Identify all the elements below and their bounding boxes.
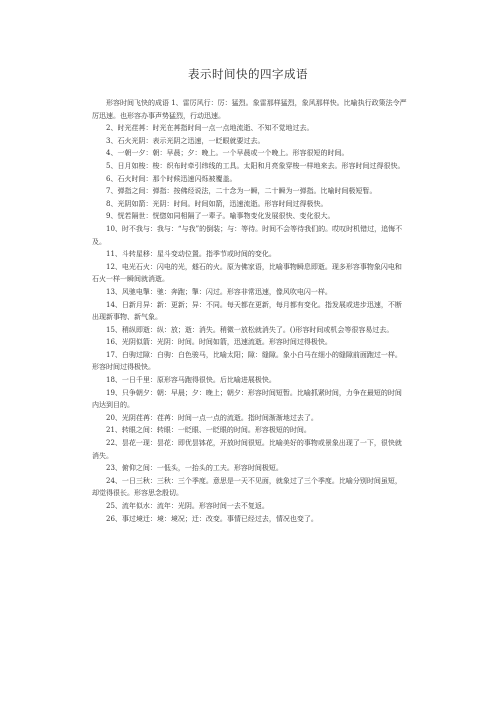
paragraph: 7、弹指之间：弹指：按佛经说法，二十念为一瞬，二十瞬为一弹指。比喻时间极短暂。 (106, 187, 377, 196)
paragraph: 23、俯仰之间：一低头，一抬头的工夫。形容时间极短。 (106, 464, 283, 473)
paragraph: 15、稍纵即逝：纵：放；逝：消失。稍微一放松就消失了。()形容时间或机会等很容易过去。 (106, 325, 394, 334)
paragraph: 3、石火光阴：表示光阴之迅速，一眨眼就要过去。 (106, 136, 265, 145)
paragraph: 10、时不我与：我与：“与我”的倒装；与：等待。时间不会等待我们的。哎叹时机错过，追悔不及。 (92, 224, 403, 246)
paragraph: 12、电光石火：闪电的光，燧石的火。原为佛家语，比喻事物瞬息即逝。现多形容事物象闪电和石火一样一瞬间就消逝。 (92, 262, 402, 284)
paragraph: 21、转眼之间：转眼：一眨眼、一眨眼的时间。形容极短的时间。 (106, 426, 311, 435)
paragraph: 5、日月如梭：梭：织布时牵引纬线的工具。太阳和月亮象穿梭一样地来去。形容时间过得很快。 (106, 161, 405, 170)
document-title: 表示时间快的四字成语 (188, 67, 308, 81)
paragraph: 25、流年似水：流年：光阴。形容时间一去不复返。 (106, 502, 269, 510)
paragraph: 4、一朝一夕：朝：早晨；夕：晚上。一个早晨或一个晚上。形容很短的时间。 (106, 149, 349, 158)
paragraph: 19、只争朝夕：朝：早晨；夕：晚上；朝夕：形容时间短暂。比喻抓紧时间，力争在最短的时间内达到目的。 (92, 388, 402, 410)
paragraph: 26、事过境迁：境：境况；迁：改变。事情已经过去，情况也变了。 (106, 514, 318, 523)
paragraph: 6、石火时间：那个时候迅速闪烁被覆盖。 (106, 174, 237, 183)
paragraph: 13、风驰电掣：驰：奔跑；掣：闪过。形容非常迅速，像风吹电闪一样。 (106, 287, 332, 296)
paragraph: 22、昙花一现：昙花：即优昙钵花，开放时间很短。比喻美好的事物或景象出现了一下，很快就消失。 (92, 439, 402, 460)
paragraph: 18、一日千里：原形容马跑得很快。后比喻进展极快。 (106, 376, 276, 385)
document-body (92, 97, 408, 525)
paragraph: 11、斗转星移：星斗变动位置。指季节或时间的变化。 (106, 250, 276, 259)
paragraph: 9、恍若隔世：恍惚如同相隔了一辈子。喻事物变化发展很快、变化很大。 (106, 212, 335, 221)
paragraph: 形容时间飞快的成语 1、雷厉风行：厉：猛烈。象雷那样猛烈，象风那样快。比喻执行政策法令严厉迅速。也形容办事声势猛烈，行动迅速。 (92, 99, 407, 120)
paragraph: 14、日新月异：新：更新；异：不同。每天都在更新，每月都有变化。指发展或进步迅速，不断出现新事物、新气象。 (92, 300, 402, 322)
paragraph: 17、白驹过隙：白驹：白色骏马，比喻太阳；隙：缝隙。象小白马在细小的缝隙前面跑过一样。形容时间过得极快。 (92, 350, 402, 372)
paragraph: 16、光阴似箭：光阴：时间。时间如箭，迅速流逝。形容时间过得极快。 (106, 338, 332, 347)
paragraph: 20、光阴荏苒：荏苒：时间一点一点的流逝。指时间渐渐地过去了。 (106, 413, 318, 422)
paragraph: 8、光阴如箭：光阴：时间。时间如箭，迅速流逝。形容时间过得极快。 (106, 199, 328, 208)
paragraph: 2、时光荏苒：时光在苒指时间一点一点地流逝、不知不觉地过去。 (106, 124, 314, 133)
paragraph: 24、一日三秋：三秋：三个季度。意思是一天不见面，就象过了三个季度。比喻分别时间虽短，却觉得很长。形容思念殷切。 (92, 476, 402, 498)
